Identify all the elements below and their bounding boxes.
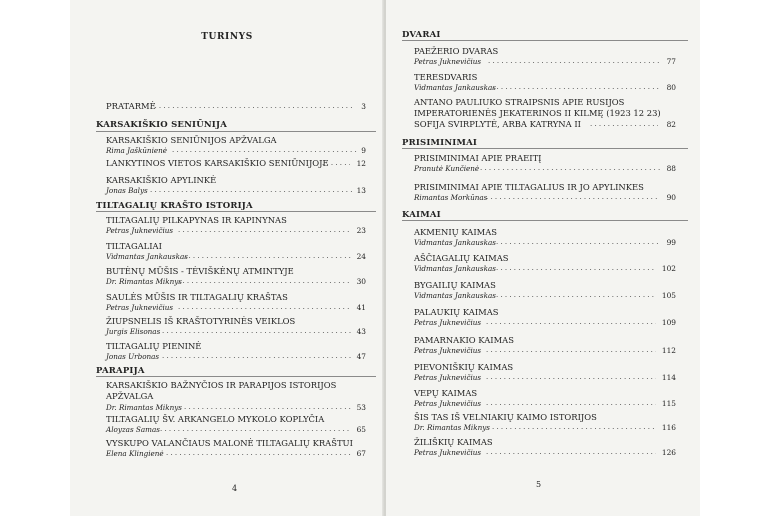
toc-entry-title: PRISIMINIMAI APIE PRAEITĮ [414,153,542,163]
page-number: 115 [661,399,676,408]
leader-dots [492,83,660,92]
page-folio: 5 [536,480,542,489]
section-heading: KAIMAI [402,210,441,220]
page-number: 80 [666,83,676,92]
page-number: 90 [666,193,676,202]
toc-entry-title: PIEVONIŠKIŲ KAIMAS [414,362,514,372]
page-number: 102 [661,264,676,273]
leader-dots [486,346,656,355]
toc-entry-title: PAMARNAKIO KAIMAS [414,335,514,345]
toc-entry-author: Jonas Balys [106,186,148,195]
toc-entry-title: PALAUKIŲ KAIMAS [414,307,499,317]
toc-entry-title: ŠIS TAS IŠ VELNIAKIŲ KAIMO ISTORIJOS [414,412,597,422]
toc-entry-title: PRATARMĖ [106,101,156,111]
page-number: 109 [661,318,676,327]
toc-entry-title: VYSKUPO VALANČIAUS MALONĖ TILTAGALIŲ KRAŠTUI [106,438,353,448]
toc-entry-author: Petras Juknevičius [414,318,482,327]
toc-entry-title: PAEŽERIO DVARAS [414,46,499,56]
leader-dots [496,264,656,273]
toc-entry-title: TILTAGALIŲ ŠV. ARKANGELO MYKOLO KOPLYČIA [106,414,325,424]
leader-dots [480,164,660,173]
toc-entry-author: Petras Juknevičius [106,303,174,312]
page-number: 77 [666,57,676,66]
toc-entry-author: Rimantas Morkūnas [414,193,488,202]
toc-entry-title: TERESDVARIS [414,72,478,82]
contents-title: TURINYS [201,32,253,42]
leader-dots [178,226,352,235]
toc-entry-title: TILTAGALIŲ PILKAPYNAS IR KAPINYNAS [106,215,287,225]
section-heading: PARAPIJA [96,366,145,376]
page-number: 43 [356,327,366,336]
leader-dots [162,352,352,361]
page-number: 53 [356,403,366,412]
section-heading: TILTAGALIŲ KRAŠTO ISTORIJA [96,201,253,211]
page-number: 24 [356,252,366,261]
leader-dots [486,373,656,382]
leader-dots [486,318,656,327]
toc-entry-title: SAULĖS MŪŠIS IR TILTAGALIŲ KRAŠTAS [106,292,288,302]
leader-dots [496,291,656,300]
toc-entry-author: Rima Jaškūnienė [106,146,167,155]
page-number: 82 [666,120,676,129]
toc-entry-title: VEPŲ KAIMAS [414,388,478,398]
toc-entry-title: APŽVALGA [106,391,154,401]
toc-entry-author: Petras Juknevičius [414,448,482,457]
toc-entry-title: SOFIJA SVIRPLYTĖ, ARBA KATRYNA II [414,119,581,129]
page-number: 9 [361,146,366,155]
page-number: 13 [356,186,366,195]
leader-dots [590,120,658,129]
page-number: 105 [661,291,676,300]
toc-entry-author: Jurgis Elisonas [106,327,161,336]
page-number: 67 [356,449,366,458]
page-number: 88 [666,164,676,173]
toc-entry-author: Petras Juknevičius [414,57,482,66]
toc-entry-title: IMPERATORIENĖS JEKATERINOS II KILMĘ (1923 12 23) [414,108,661,118]
page-number: 23 [356,226,366,235]
toc-entry-author: Vidmantas Jankauskas [414,291,496,300]
toc-entry-title: KARSAKIŠKIO SENIŪNIJOS APŽVALGA [106,135,277,145]
toc-entry-title: ŽIUPSNELIS IŠ KRAŠTOTYRINĖS VEIKLOS [106,316,296,326]
toc-entry-title: TILTAGALIŲ PIENINĖ [106,341,202,351]
section-rule [402,40,688,41]
page-number: 12 [356,159,366,168]
toc-entry-author: Vidmantas Jankauskas [414,83,496,92]
page-number: 112 [661,346,676,355]
leader-dots [178,277,352,286]
toc-entry-title: LANKYTINOS VIETOS KARSAKIŠKIO SENIŪNIJOJE [106,158,329,168]
page-number: 47 [356,352,366,361]
toc-entry-title: PRISIMINIMAI APIE TILTAGALIUS IR JO APYLINKES [414,182,644,192]
section-rule [402,148,688,149]
page-number: 99 [666,238,676,247]
leader-dots [496,238,660,247]
toc-entry-title: KARSAKIŠKIO APYLINKĖ [106,175,217,185]
leader-dots [162,327,352,336]
section-rule [96,211,376,212]
right-page [386,0,700,516]
leader-dots [150,102,355,111]
toc-entry-author: Petras Juknevičius [106,226,174,235]
leader-dots [184,403,352,412]
toc-entry-title: BUTĖNŲ MŪŠIS - TĖVIŠKĖNŲ ATMINTYJE [106,266,294,276]
section-rule [402,220,688,221]
leader-dots [166,449,352,458]
leader-dots [184,252,352,261]
section-heading: DVARAI [402,30,441,40]
section-heading: PRISIMINIMAI [402,138,478,148]
toc-entry-title: BYGAILIŲ KAIMAS [414,280,496,290]
leader-dots [150,186,352,195]
leader-dots [486,193,660,202]
page-number: 65 [356,425,366,434]
page-number: 41 [356,303,366,312]
toc-entry-author: Vidmantas Jankauskas [414,238,496,247]
toc-entry-title: ANTANO PAULIUKO STRAIPSNIS APIE RUSIJOS [414,97,625,107]
toc-entry-author: Vidmantas Jankauskas [414,264,496,273]
toc-entry-author: Dr. Rimantas Miknys [414,423,490,432]
toc-entry-author: Vidmantas Jankauskas [106,252,188,261]
toc-entry-author: Aloyzas Samas [106,425,160,434]
toc-entry-title: AŠČIAGALIŲ KAIMAS [414,253,509,263]
toc-entry-title: ŽILIŠKIŲ KAIMAS [414,437,493,447]
page-number: 114 [661,373,676,382]
left-page [70,0,384,516]
toc-entry-author: Jonas Urbonas [106,352,160,361]
toc-entry-author: Pranutė Kunčienė [414,164,480,173]
leader-dots [322,159,350,168]
section-heading: KARSAKIŠKIO SENIŪNIJA [96,120,228,130]
toc-entry-title: TILTAGALIAI [106,241,162,251]
section-rule [96,131,376,132]
toc-entry-title: AKMENIŲ KAIMAS [414,227,497,237]
toc-entry-author: Dr. Rimantas Miknys [106,403,182,412]
page-number: 3 [361,102,366,111]
page-number: 126 [661,448,676,457]
leader-dots [486,399,656,408]
toc-entry-author: Petras Juknevičius [414,399,482,408]
page-number: 30 [356,277,366,286]
leader-dots [486,448,656,457]
leader-dots [492,423,656,432]
leader-dots [178,303,352,312]
page-number: 116 [661,423,676,432]
toc-entry-title: KARSAKIŠKIO BAŽNYČIOS IR PARAPIJOS ISTORIJOS [106,380,337,390]
toc-entry-author: Dr. Rimantas Miknys [106,277,182,286]
toc-entry-author: Petras Juknevičius [414,373,482,382]
section-rule [96,376,376,377]
toc-entry-author: Petras Juknevičius [414,346,482,355]
leader-dots [488,57,660,66]
toc-entry-author: Elena Klingienė [106,449,164,458]
leader-dots [172,146,358,155]
page-folio: 4 [232,484,238,493]
leader-dots [160,425,352,434]
